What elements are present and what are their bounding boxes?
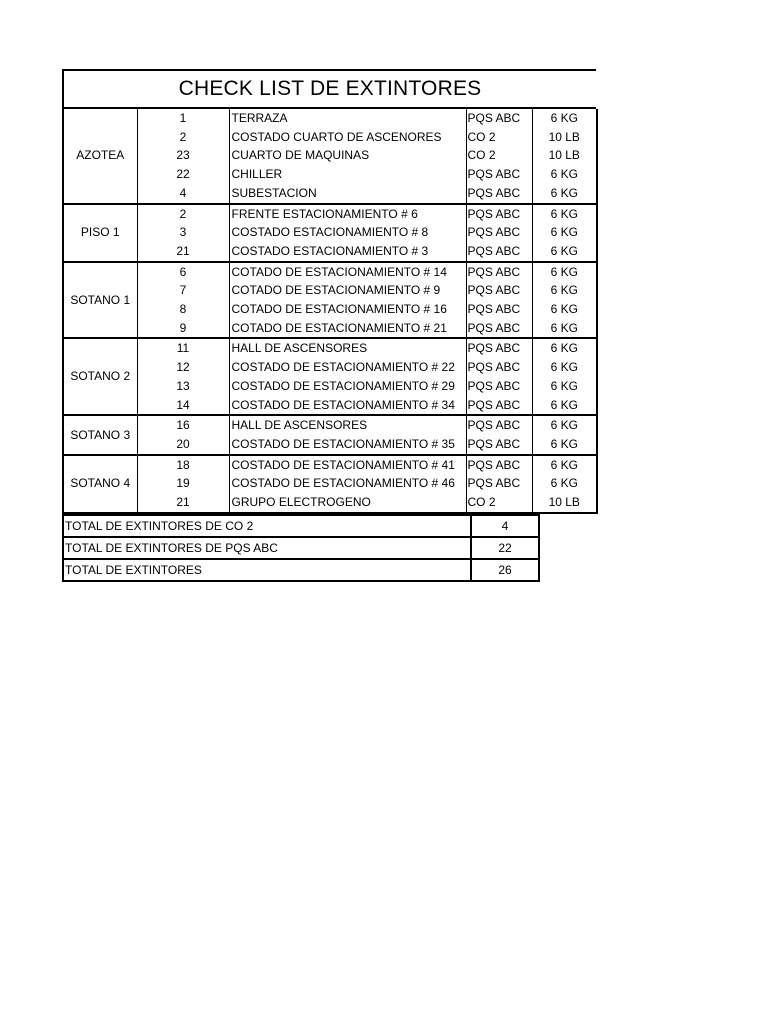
extinguisher-number: 3: [137, 223, 229, 242]
table-row: [63, 455, 597, 475]
floor-label: SOTANO 1: [63, 262, 137, 339]
table-row: [63, 223, 597, 242]
totals-table-body: [63, 515, 539, 581]
extinguisher-type: PQS ABC: [466, 262, 532, 282]
extinguisher-number: 23: [137, 146, 229, 165]
extinguisher-type: PQS ABC: [466, 338, 532, 358]
extinguisher-weight: 10 LB: [532, 146, 597, 165]
extinguisher-type: PQS ABC: [466, 165, 532, 184]
extinguisher-type: PQS ABC: [466, 109, 532, 128]
table-row: [63, 128, 597, 147]
extinguisher-type: CO 2: [466, 128, 532, 147]
extinguisher-type: PQS ABC: [466, 435, 532, 455]
extinguisher-number: 18: [137, 455, 229, 475]
totals-row: [63, 559, 539, 581]
extinguisher-type: PQS ABC: [466, 204, 532, 224]
extinguisher-number: 19: [137, 474, 229, 493]
table-row: [63, 415, 597, 435]
extinguisher-number: 2: [137, 128, 229, 147]
extinguisher-type: PQS ABC: [466, 242, 532, 262]
extinguisher-location: COTADO DE ESTACIONAMIENTO # 14: [229, 262, 466, 282]
extinguisher-number: 6: [137, 262, 229, 282]
extinguisher-location: COSTADO DE ESTACIONAMIENTO # 34: [229, 396, 466, 416]
floor-label: SOTANO 4: [63, 455, 137, 513]
extinguisher-weight: 6 KG: [532, 474, 597, 493]
extinguisher-type: PQS ABC: [466, 396, 532, 416]
extinguisher-weight: 6 KG: [532, 435, 597, 455]
extinguisher-weight: 6 KG: [532, 204, 597, 224]
extinguisher-number: 20: [137, 435, 229, 455]
floor-label: AZOTEA: [63, 109, 137, 204]
extinguisher-location: SUBESTACION: [229, 184, 466, 204]
table-row: [63, 377, 597, 396]
extinguisher-weight: 6 KG: [532, 223, 597, 242]
extinguisher-weight: 6 KG: [532, 242, 597, 262]
extinguisher-type: PQS ABC: [466, 223, 532, 242]
extinguisher-location: COSTADO DE ESTACIONAMIENTO # 29: [229, 377, 466, 396]
extinguisher-number: 13: [137, 377, 229, 396]
total-value: 22: [471, 537, 539, 559]
extinguisher-location: CHILLER: [229, 165, 466, 184]
extinguisher-number: 14: [137, 396, 229, 416]
table-row: [63, 165, 597, 184]
table-row: [63, 242, 597, 262]
extinguisher-location: HALL DE ASCENSORES: [229, 415, 466, 435]
extinguisher-location: COSTADO DE ESTACIONAMIENTO # 35: [229, 435, 466, 455]
extinguisher-number: 11: [137, 338, 229, 358]
extinguisher-weight: 6 KG: [532, 338, 597, 358]
extinguisher-number: 21: [137, 493, 229, 513]
extinguisher-location: FRENTE ESTACIONAMIENTO # 6: [229, 204, 466, 224]
extinguisher-location: TERRAZA: [229, 109, 466, 128]
table-row: [63, 204, 597, 224]
extinguisher-type: PQS ABC: [466, 474, 532, 493]
extinguisher-type: PQS ABC: [466, 377, 532, 396]
extinguisher-weight: 6 KG: [532, 455, 597, 475]
extinguisher-type: CO 2: [466, 146, 532, 165]
extinguisher-type: PQS ABC: [466, 319, 532, 339]
table-row: [63, 493, 597, 513]
floor-label: SOTANO 2: [63, 338, 137, 415]
extinguisher-number: 4: [137, 184, 229, 204]
extinguisher-type: PQS ABC: [466, 281, 532, 300]
extinguisher-weight: 6 KG: [532, 358, 597, 377]
table-row: [63, 435, 597, 455]
extinguisher-number: 9: [137, 319, 229, 339]
extinguisher-table: [62, 109, 598, 514]
extinguisher-location: COSTADO DE ESTACIONAMIENTO # 46: [229, 474, 466, 493]
extinguisher-location: COTADO DE ESTACIONAMIENTO # 9: [229, 281, 466, 300]
extinguisher-location: CUARTO DE MAQUINAS: [229, 146, 466, 165]
extinguisher-weight: 6 KG: [532, 396, 597, 416]
extinguisher-weight: 6 KG: [532, 184, 597, 204]
total-label: TOTAL DE EXTINTORES DE PQS ABC: [63, 537, 471, 559]
extinguisher-type: PQS ABC: [466, 300, 532, 319]
table-row: [63, 184, 597, 204]
totals-row: [63, 537, 539, 559]
total-label: TOTAL DE EXTINTORES: [63, 559, 471, 581]
table-row: [63, 319, 597, 339]
extinguisher-number: 1: [137, 109, 229, 128]
extinguisher-weight: 6 KG: [532, 262, 597, 282]
extinguisher-number: 12: [137, 358, 229, 377]
extinguisher-number: 21: [137, 242, 229, 262]
extinguisher-number: 7: [137, 281, 229, 300]
extinguisher-type: PQS ABC: [466, 415, 532, 435]
totals-table: [62, 514, 540, 582]
extinguisher-number: 22: [137, 165, 229, 184]
extinguisher-location: HALL DE ASCENSORES: [229, 338, 466, 358]
extinguisher-location: COSTADO CUARTO DE ASCENORES: [229, 128, 466, 147]
table-row: [63, 338, 597, 358]
table-row: [63, 146, 597, 165]
extinguisher-weight: 6 KG: [532, 377, 597, 396]
extinguisher-table-body: [63, 109, 597, 513]
extinguisher-weight: 6 KG: [532, 300, 597, 319]
extinguisher-checklist-sheet: [62, 69, 596, 582]
table-row: [63, 281, 597, 300]
total-value: 4: [471, 515, 539, 537]
extinguisher-number: 16: [137, 415, 229, 435]
floor-label: PISO 1: [63, 204, 137, 262]
extinguisher-type: CO 2: [466, 493, 532, 513]
extinguisher-location: COSTADO DE ESTACIONAMIENTO # 22: [229, 358, 466, 377]
table-row: [63, 109, 597, 128]
extinguisher-type: PQS ABC: [466, 184, 532, 204]
table-row: [63, 262, 597, 282]
extinguisher-weight: 6 KG: [532, 165, 597, 184]
extinguisher-location: COTADO DE ESTACIONAMIENTO # 21: [229, 319, 466, 339]
extinguisher-location: GRUPO ELECTROGENO: [229, 493, 466, 513]
table-row: [63, 474, 597, 493]
extinguisher-weight: 6 KG: [532, 281, 597, 300]
floor-label: SOTANO 3: [63, 415, 137, 454]
table-row: [63, 300, 597, 319]
extinguisher-location: COTADO DE ESTACIONAMIENTO # 16: [229, 300, 466, 319]
total-label: TOTAL DE EXTINTORES DE CO 2: [63, 515, 471, 537]
extinguisher-location: COSTADO ESTACIONAMIENTO # 3: [229, 242, 466, 262]
extinguisher-type: PQS ABC: [466, 455, 532, 475]
total-value: 26: [471, 559, 539, 581]
extinguisher-weight: 6 KG: [532, 415, 597, 435]
extinguisher-weight: 10 LB: [532, 128, 597, 147]
extinguisher-location: COSTADO ESTACIONAMIENTO # 8: [229, 223, 466, 242]
extinguisher-type: PQS ABC: [466, 358, 532, 377]
extinguisher-weight: 6 KG: [532, 109, 597, 128]
extinguisher-number: 2: [137, 204, 229, 224]
table-row: [63, 396, 597, 416]
extinguisher-weight: 6 KG: [532, 319, 597, 339]
extinguisher-number: 8: [137, 300, 229, 319]
table-row: [63, 358, 597, 377]
sheet-title: CHECK LIST DE EXTINTORES: [62, 69, 596, 109]
extinguisher-location: COSTADO DE ESTACIONAMIENTO # 41: [229, 455, 466, 475]
extinguisher-weight: 10 LB: [532, 493, 597, 513]
totals-row: [63, 515, 539, 537]
